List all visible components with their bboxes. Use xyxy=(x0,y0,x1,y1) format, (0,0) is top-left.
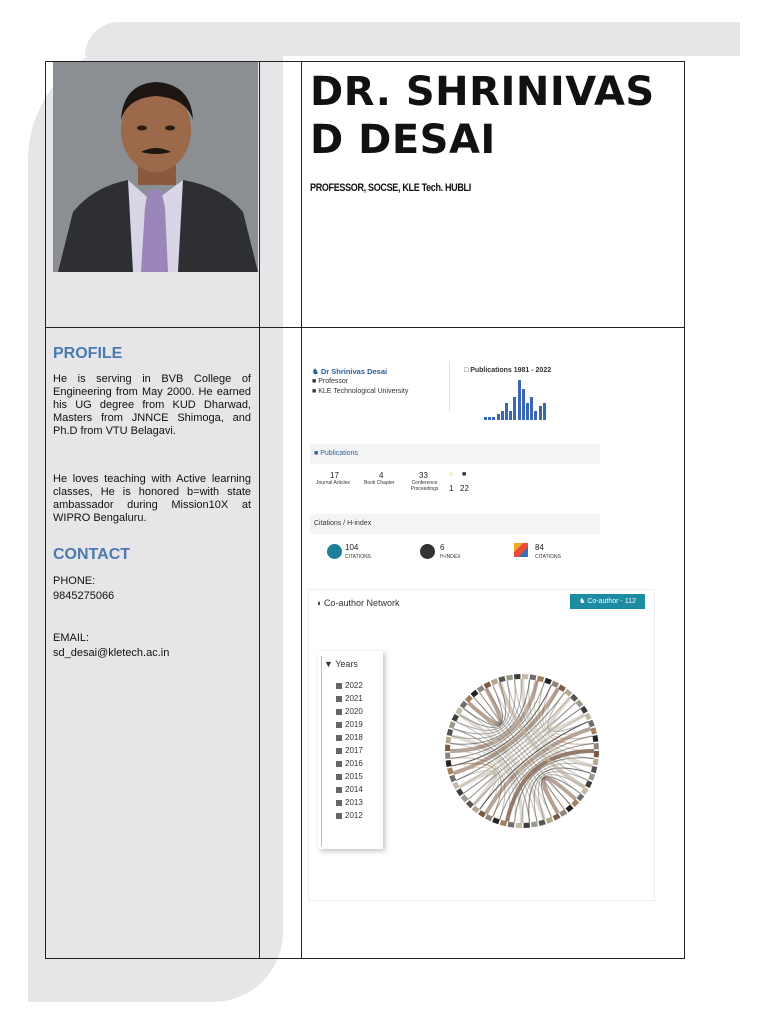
chord-arc xyxy=(530,674,537,680)
publications-chart-title: □ Publications 1981 - 2022 xyxy=(464,367,552,374)
year-checkbox[interactable]: 2020 xyxy=(336,707,363,716)
scholar-role: ■ Professor xyxy=(312,378,349,385)
coauthor-button[interactable]: ♞ Co-author - 112 xyxy=(570,594,645,609)
job-title: PROFESSOR, SOCSE, KLE Tech. HUBLI xyxy=(310,182,471,194)
histogram-bar xyxy=(484,417,487,420)
year-checkbox[interactable]: 2013 xyxy=(336,798,363,807)
chord-arc xyxy=(558,684,566,692)
chord-arc xyxy=(456,788,464,796)
chord-arc xyxy=(498,676,505,682)
chord-arc xyxy=(516,823,522,828)
crossref-icon xyxy=(514,543,528,557)
year-checkbox[interactable]: 2016 xyxy=(336,759,363,768)
chord-arc xyxy=(544,678,552,685)
email-label: EMAIL: xyxy=(53,632,90,644)
chord-arc xyxy=(581,787,589,795)
chord-arc xyxy=(577,793,585,801)
coauthor-chord-diagram xyxy=(437,666,607,836)
histogram-bar xyxy=(513,397,516,420)
chord-arc xyxy=(466,800,474,808)
publications-label: ■ Publications xyxy=(314,450,358,457)
chord-arc xyxy=(553,813,561,820)
chord-arc xyxy=(452,714,459,722)
histogram-bar xyxy=(501,411,504,420)
histogram-bar xyxy=(492,417,495,420)
chord-arc xyxy=(465,695,473,703)
chord-arc xyxy=(571,799,579,807)
chord-arc xyxy=(506,675,513,681)
chord-arc xyxy=(584,713,591,721)
chapter-count: 4 xyxy=(379,471,384,480)
chord-arc xyxy=(593,759,599,766)
year-checkbox[interactable]: 2019 xyxy=(336,720,363,729)
year-checkbox[interactable]: 2015 xyxy=(336,772,363,781)
profile-paragraph-1: He is serving in BVB College of Engineering from May 2000. He earned his UG degree from KUD Dharwad, Masters from JNNCE Shimoga, and Ph.D from VTU Belagavi. xyxy=(53,373,251,437)
citations-count: 104 xyxy=(345,543,359,552)
histogram-bar xyxy=(518,380,521,420)
histogram-bar xyxy=(505,403,508,420)
contact-heading: CONTACT xyxy=(53,546,131,563)
year-checkbox[interactable]: 2021 xyxy=(336,694,363,703)
scholar-university: ■ KLE Technological University xyxy=(312,388,409,395)
chord-arc xyxy=(590,727,596,734)
crossref-caption: CITATIONS xyxy=(535,554,561,560)
divider xyxy=(321,656,322,846)
years-title: ▼ Years xyxy=(324,659,358,669)
chord-arc xyxy=(452,782,459,790)
chord-arc xyxy=(514,674,521,679)
histogram-bar xyxy=(539,406,542,420)
chord-arc xyxy=(470,690,478,698)
divider xyxy=(449,361,450,411)
years-filter xyxy=(318,651,383,849)
coauthor-title: ◖ Co-author Network xyxy=(316,598,400,608)
chord-arc xyxy=(564,689,572,697)
chord-arc xyxy=(594,751,599,757)
chord-arc xyxy=(485,814,493,821)
quote-icon xyxy=(327,544,342,559)
profile-paragraph-2: He loves teaching with Active learning classes, He is honored b=with state ambassador during Mission10X at WIPRO Bengaluru. xyxy=(53,473,251,524)
year-checkbox[interactable]: 2012 xyxy=(336,811,363,820)
histogram-bar xyxy=(530,397,533,420)
chord-arc xyxy=(585,780,592,788)
hindex-value: 6 xyxy=(440,543,445,552)
chord-arc xyxy=(449,775,456,783)
chord-arc xyxy=(460,701,468,709)
email-link[interactable]: sd_desai@kletech.ac.in xyxy=(53,647,170,659)
histogram-bar xyxy=(534,411,537,420)
citations-label: Citations / H-index xyxy=(314,520,372,527)
profile-heading: PROFILE xyxy=(53,345,123,362)
chord-arc xyxy=(594,743,599,750)
phone-label: PHONE: xyxy=(53,575,96,587)
year-checkbox[interactable]: 2018 xyxy=(336,733,363,742)
chord-arc xyxy=(508,822,515,828)
publications-header xyxy=(310,444,600,464)
chord-arc xyxy=(588,720,595,728)
scholar-profile-screenshot xyxy=(302,326,682,926)
citations-caption: CITATIONS xyxy=(345,554,371,560)
chord-arc xyxy=(576,699,584,707)
histogram-bar xyxy=(488,417,491,420)
histogram-bar xyxy=(526,403,529,420)
chord-arc xyxy=(566,805,574,813)
publications-histogram xyxy=(484,378,554,420)
chord-arc xyxy=(445,737,451,744)
chord-arc xyxy=(592,735,598,742)
chord-arc xyxy=(477,685,485,693)
chord-arc xyxy=(472,806,480,814)
hindex-icon xyxy=(420,544,435,559)
chord-arc xyxy=(484,681,492,688)
chord-arc xyxy=(588,773,595,781)
profile-photo xyxy=(53,62,258,272)
hindex-caption: H-INDEX xyxy=(440,554,461,560)
journal-label: Journal Articles xyxy=(316,480,350,486)
crossref-count: 84 xyxy=(535,543,544,552)
chord-arc xyxy=(478,810,486,818)
table-divider xyxy=(259,62,260,958)
citations-header xyxy=(310,514,600,534)
chord-arc xyxy=(491,678,499,685)
chord-arc xyxy=(570,694,578,702)
histogram-bar xyxy=(522,389,525,420)
chord-arc xyxy=(461,795,469,803)
page-title: DR. SHRINIVAS D DESAI xyxy=(310,69,655,163)
year-checkbox[interactable]: 2014 xyxy=(336,785,363,794)
closed-access-count: 22 xyxy=(460,484,469,493)
chord-arc xyxy=(449,721,456,729)
chord-arc xyxy=(445,753,450,760)
chord-arc xyxy=(445,745,450,751)
histogram-bar xyxy=(497,414,500,420)
lock-icon: ■ xyxy=(462,471,467,478)
histogram-bar xyxy=(509,411,512,420)
chord-arc xyxy=(580,706,588,714)
phone-number: 9845275066 xyxy=(53,590,115,602)
open-access-count: 1 xyxy=(449,484,454,493)
year-checkbox[interactable]: 2022 xyxy=(336,681,363,690)
journal-count: 17 xyxy=(330,471,339,480)
chord-arc xyxy=(492,817,500,824)
chord-arc xyxy=(522,674,528,679)
chord-arc xyxy=(447,767,453,774)
year-checkbox[interactable]: 2017 xyxy=(336,746,363,755)
chord-arc xyxy=(524,823,531,828)
histogram-bar xyxy=(543,403,546,420)
chapter-label: Book Chapter xyxy=(364,480,395,486)
scholar-name: ♞ Dr Shrinivas Desai xyxy=(312,367,388,376)
chord-arc xyxy=(559,809,567,817)
open-lock-icon: ○ xyxy=(449,471,454,478)
chord-arc xyxy=(546,817,554,824)
chord-arc xyxy=(455,707,463,715)
chord-arc xyxy=(538,819,545,825)
conference-count: 33 xyxy=(419,471,428,480)
chord-arc xyxy=(551,681,559,688)
conference-label: Conference Proceedings xyxy=(410,480,439,492)
chord-arc xyxy=(446,760,452,767)
chord-arc xyxy=(531,821,538,827)
